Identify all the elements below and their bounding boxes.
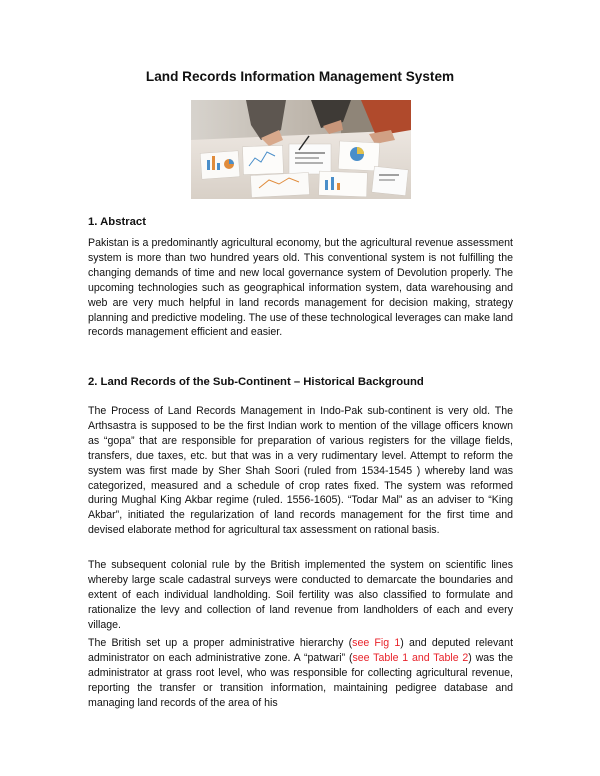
abstract-heading: 1. Abstract bbox=[88, 216, 146, 228]
history-paragraph-3: The British set up a proper administrative hierarchy (see Fig 1) and deputed relevant administrator on each administrative zone. A “patwari” (see Table 1 and Table 2) was the administrator at grass root level, who was responsible for collecting agricultural revenue, reporting the transfer or transition information, maintaining pedigree database and managing land records of the area of his bbox=[88, 637, 514, 709]
table-1-and-2-reference-link[interactable]: see Table 1 and Table 2 bbox=[352, 651, 469, 664]
photo-of-people-reviewing-printed-charts-icon bbox=[191, 100, 411, 199]
abstract-paragraph: Pakistan is a predominantly agricultural economy, but the agricultural revenue assessment system is more than two hundred years old. This conventional system is not fulfilling the changing demands of time and new local governance system of Devolution properly. The upcoming technologies such as geographical information system, data warehousing and web are very much helpful in land records management for decision making, strategy planning and predictive modeling. The use of these technological leverages can make land records management efficient and easier. bbox=[88, 237, 514, 339]
figure-1-reference-link[interactable]: see Fig 1 bbox=[352, 637, 401, 649]
header-photo bbox=[191, 100, 411, 199]
historical-background-heading: 2. Land Records of the Sub-Continent – Historical Background bbox=[88, 376, 424, 388]
history-paragraph-2: The subsequent colonial rule by the British implemented the system on scientific lines whereby large scale cadastral surveys were conducted to demarcate the boundaries and extent of each individual landholding. Soil fertility was also classified to formulate and rationalize the levy and collection of land revenue from landholders of each and every village. bbox=[88, 559, 513, 631]
history-paragraph-1: The Process of Land Records Management in Indo-Pak sub-continent is very old. The Arthsastra is supposed to be the first Indian work to mention of the village officers known as “gopa” that are responsible for preparation of various registers for the village fields, transfers, due taxes, etc. but that was in a very rudimentary level. Attempt to reform the system was first made by Sher Shah Soori (ruled from 1534-1545 ) whereby land was categorized, measured and a schedule of crop rates fixed. The system was reformed during Mughal King Akbar regime (ruled. 1556-1605). “Todar Mal” as an adviser to “King Akbar”, initiated the regularization of land records management for the first time and devised elaborate method for agricultural tax assessment on rational basis. bbox=[88, 405, 513, 537]
document-title: Land Records Information Management System bbox=[145, 69, 455, 84]
